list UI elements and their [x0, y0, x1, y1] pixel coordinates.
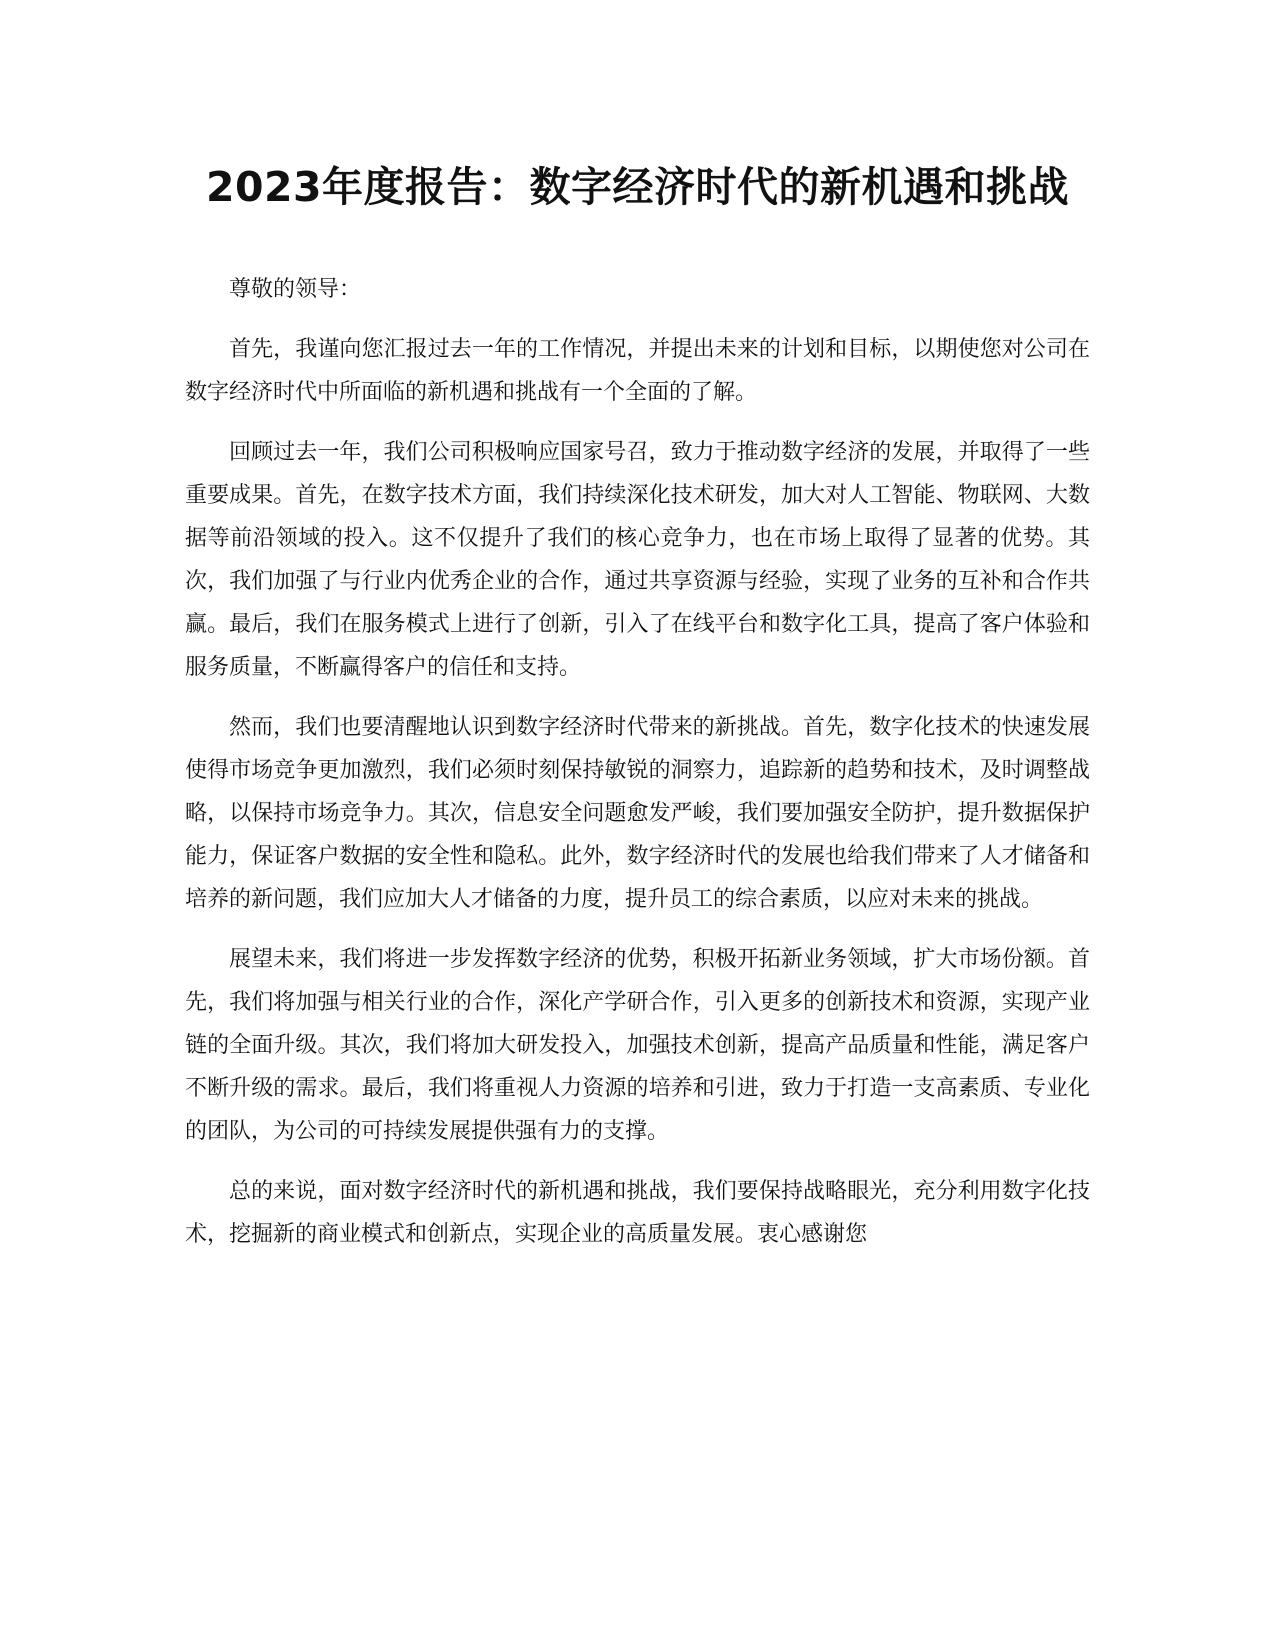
- paragraph-review: 回顾过去一年，我们公司积极响应国家号召，致力于推动数字经济的发展，并取得了一些重要成果。首先，在数字技术方面，我们持续深化技术研发，加大对人工智能、物联网、大数据等前沿领域的投入。这不仅提升了我们的核心竞争力，也在市场上取得了显著的优势。其次，我们加强了与行业内优秀企业的合作，通过共享资源与经验，实现了业务的互补和合作共赢。最后，我们在服务模式上进行了创新，引入了在线平台和数字化工具，提高了客户体验和服务质量，不断赢得客户的信任和支持。: [185, 440, 1090, 680]
- document-page: [185, 150, 1090, 1256]
- paragraph-intro: 首先，我谨向您汇报过去一年的工作情况，并提出未来的计划和目标，以期使您对公司在数字经济时代中所面临的新机遇和挑战有一个全面的了解。: [185, 337, 1090, 405]
- salutation: 尊敬的领导：: [229, 277, 362, 302]
- document-title: 2023年度报告：数字经济时代的新机遇和挑战: [205, 163, 1070, 211]
- paragraph-outlook: 展望未来，我们将进一步发挥数字经济的优势，积极开拓新业务领域，扩大市场份额。首先，我们将加强与相关行业的合作，深化产学研合作，引入更多的创新技术和资源，实现产业链的全面升级。其次，我们将加大研发投入，加强技术创新，提高产品质量和性能，满足客户不断升级的需求。最后，我们将重视人力资源的培养和引进，致力于打造一支高素质、专业化的团队，为公司的可持续发展提供强有力的支撑。: [185, 947, 1090, 1144]
- paragraph-summary: 总的来说，面对数字经济时代的新机遇和挑战，我们要保持战略眼光，充分利用数字化技术，挖掘新的商业模式和创新点，实现企业的高质量发展。衷心感谢您: [185, 1179, 1090, 1247]
- paragraph-challenges: 然而，我们也要清醒地认识到数字经济时代带来的新挑战。首先，数字化技术的快速发展使得市场竞争更加激烈，我们必须时刻保持敏锐的洞察力，追踪新的趋势和技术，及时调整战略，以保持市场竞争力。其次，信息安全问题愈发严峻，我们要加强安全防护，提升数据保护能力，保证客户数据的安全性和隐私。此外，数字经济时代的发展也给我们带来了人才储备和培养的新问题，我们应加大人才储备的力度，提升员工的综合素质，以应对未来的挑战。: [185, 715, 1090, 912]
